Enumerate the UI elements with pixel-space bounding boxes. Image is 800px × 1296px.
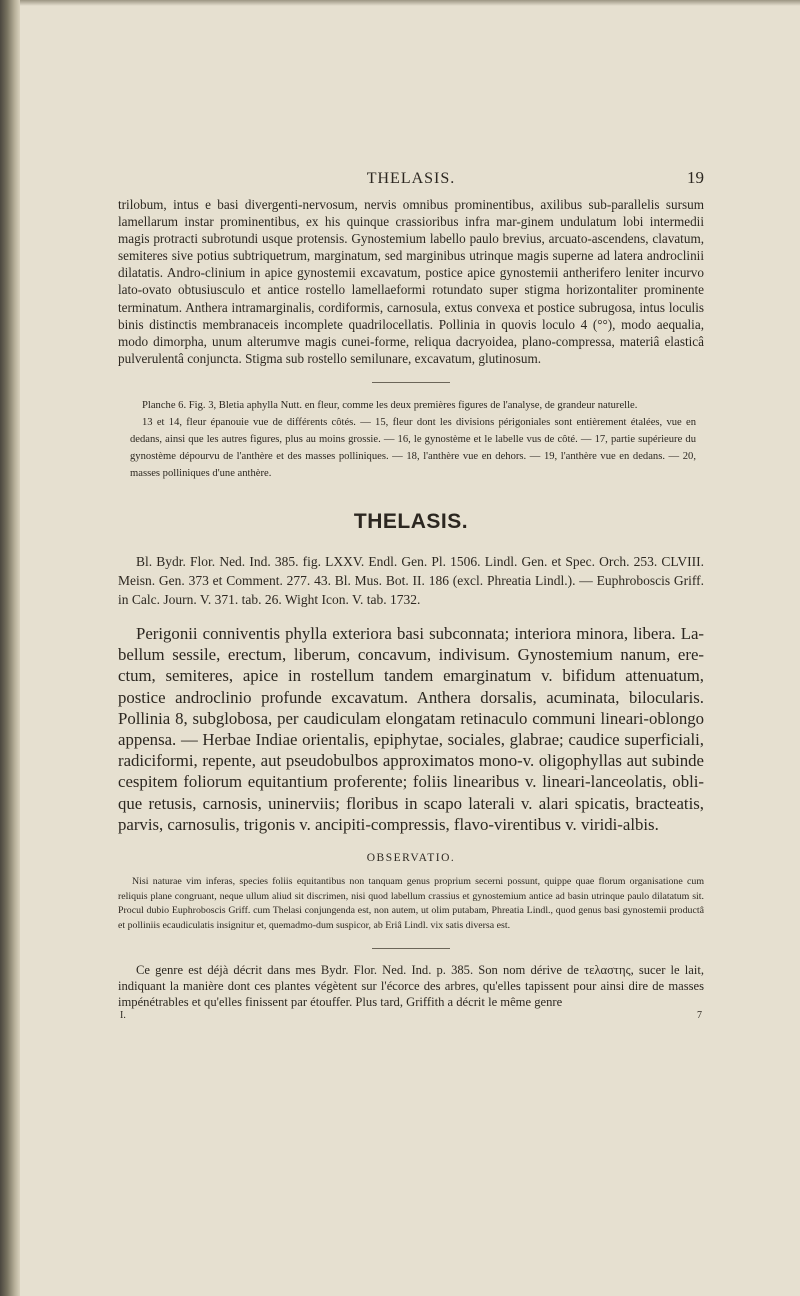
page-top-edge <box>20 0 800 6</box>
running-title: THELASIS. <box>366 170 456 187</box>
signature-number: 7 <box>697 1010 702 1022</box>
running-head <box>118 168 704 192</box>
plate-line-1: Planche 6. Fig. 3, Bletia aphylla Nutt. en fleur, comme les deux premières figures de l'analyse, de grandeur naturelle. <box>142 399 638 411</box>
page-number: 19 <box>687 168 704 187</box>
section-divider-2 <box>372 948 450 949</box>
observatio-text: Nisi naturae vim inferas, species foliis equitantibus non tanquam genus proprium secerni possunt, quippe quae florum organisatione cum reliquis plane congruant, neque ullum aliud sit discrimen, nisi quod labellum crassius et gynostemium antice ad basin utrinque paulo dilatatum sit. Procul dubio Euphroboscis Griff. cum Thelasi conjungenda est, non autem, ut olim putabam, Phreatia Lindl., quod genus basi gynostemii productâ et polliniis ecaudiculatis insignitur et, quemadmo-dum suspicor, ab Eriâ Lindl. vix satis diversa est. <box>118 875 704 931</box>
signature-volume: I. <box>120 1010 126 1022</box>
french-commentary: Ce genre est déjà décrit dans mes Bydr. Flor. Ned. Ind. p. 385. Son nom dérive de τελαστης, sucer le lait, indiquant la manière dont ces plantes végètent sur l'écorce des arbres, qu'elles tapissent pour ainsi dire de masses impénétrables et qu'elles finissent par étouffer. Plus tard, Griffith a décrit le même genre <box>118 963 704 1009</box>
plate-line-2: 13 et 14, fleur épanouie vue de différents côtés. — 15, fleur dont les divisions périgoniales sont entièrement étalées, vue en dedans, ainsi que les autres figures, plus au moins grossie. — 16, le gynostème et le labelle vus de côté. — 17, partie supérieure du gynostème dépourvu de l'anthère et des masses polliniques. — 18, l'anthère vue en dehors. — 19, l'anthère vue en dedans. — 20, masses polliniques d'une anthère. <box>130 416 696 479</box>
section-divider <box>372 382 450 383</box>
genus-description: Perigonii conniventis phylla exteriora basi subconnata; interiora minora, libera. La-bellum sessile, erectum, liberum, concavum, indivisum. Gynostemium nanum, ere-ctum, semiteres, apice in rostellum tandem emarginatum v. bifidum attenuatum, postice androclinio profunde excavatum. Anthera dorsalis, acuminata, bilocularis. Pollinia 8, subglobosa, per caudiculam elongatam retinaculo communi lineari-oblongo appensa. — Herbae Indiae orientalis, epiphytae, sociales, glabrae; caudice superficiali, radiciformi, repente, aut pseudobulbos approximatos mono-v. oligophyllas aut subinde cespitem foliorum equitantium proferente; foliis linearibus v. lineari-lanceolatis, obli-que retusis, carnosis, uninerviis; floribus in scapo laterali v. alari spicatis, bracteatis, parvis, carnosulis, trigonis v. ancipiti-compressis, flavo-virentibus v. viridi-albis. <box>118 623 704 834</box>
book-spine-shadow <box>0 0 20 1296</box>
book-page <box>118 168 704 1024</box>
genus-title: THELASIS. <box>353 509 469 533</box>
description-continuation: trilobum, intus e basi divergenti-nervosum, nervis omnibus prominentibus, axilibus sub-parallelis sursum lamellarum instar prominentibus, ex his quinque crassioribus infra mar-ginem undulatum lobi intermedii magis protracti subrotundi usque protensis. Gynostemium labello paulo brevius, arcuato-ascendens, clavatum, semiteres sive potius subtriquetrum, marginatum, sed marginibus utrinque magis superne ad latera androclinii dilatatis. Andro-clinium in apice gynostemii excavatum, postice apice gynostemii antherifero leniter incurvo lato-ovato obtusiusculo et antice rostello lamellaeformi rotundato super stigma horizontaliter prominente terminatum. Anthera intramarginalis, cordiformis, carnosula, extus convexa et postice subrugosa, intus loculis binis distinctis membranaceis incomplete quadrilocellatis. Pollinia in quovis loculo 4 (°°), modo aequalia, modo dimorpha, unum alterumve magis cunei-forme, reliqua dacryoidea, plano-compressa, materiâ elasticâ pulverulentâ conjuncta. Stigma sub rostello semilunare, excavatum, glutinosum. <box>118 197 704 366</box>
observatio-heading: OBSERVATIO. <box>366 851 456 864</box>
printer-signature <box>118 1010 704 1024</box>
bibliographic-references: Bl. Bydr. Flor. Ned. Ind. 385. fig. LXXV. Endl. Gen. Pl. 1506. Lindl. Gen. et Spec. Orch. 253. CLVIII. Meisn. Gen. 373 et Comment. 277. 43. Bl. Mus. Bot. II. 186 (excl. Phreatia Lindl.). — Euphroboscis Griff. in Calc. Journ. V. 371. tab. 26. Wight Icon. V. tab. 1732. <box>118 553 704 607</box>
plate-explanation <box>130 397 696 482</box>
